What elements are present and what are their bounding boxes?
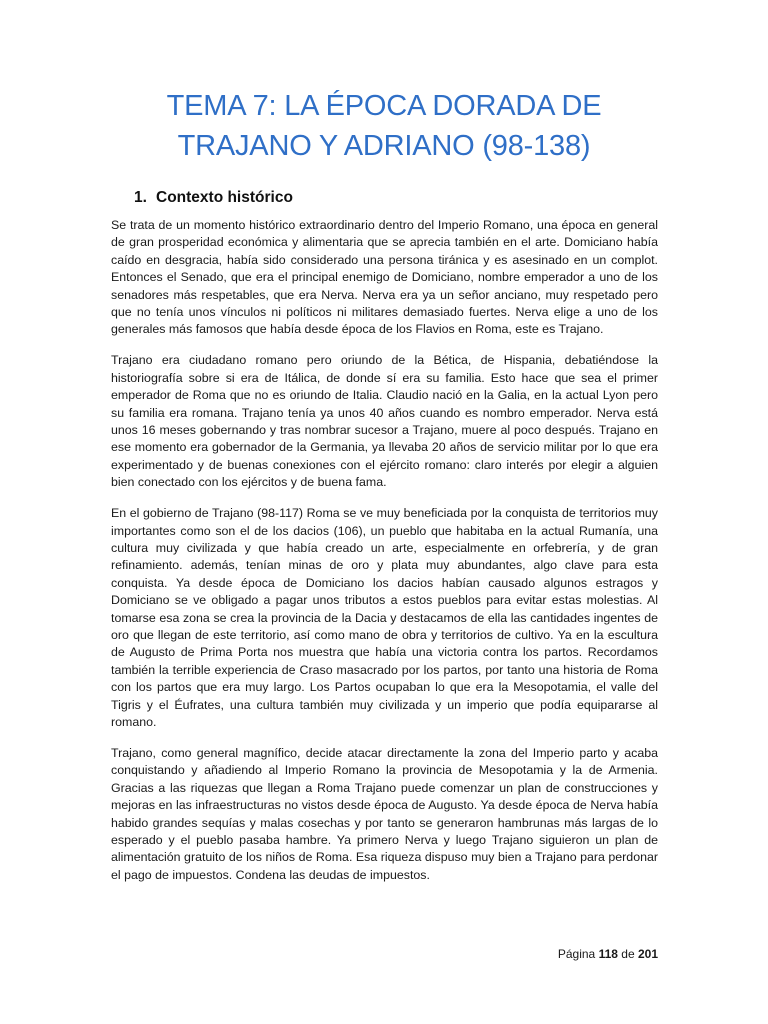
paragraph: Se trata de un momento histórico extraordinario dentro del Imperio Romano, una época en general de gran prosperidad económica y alimentaria que se aprecia también en el arte. Domiciano había caído en desgracia, había sido considerado una persona tiránica y es asesinado en un complot. Entonces el Senado, que era el principal enemigo de Domiciano, nombre emperador a uno de los senadores más respetables, que era Nerva. Nerva era ya un señor anciano, muy respetado pero que no tenía unos vínculos ni políticos ni militares demasiado fuertes. Nerva elige a uno de los generales más famosos que había desde época de los Flavios en Roma, este es Trajano. xyxy=(111,218,658,337)
section-heading-text: Contexto histórico xyxy=(156,189,293,206)
current-page-number: 118 xyxy=(598,947,618,961)
total-pages-number: 201 xyxy=(637,947,658,961)
paragraph: Trajano era ciudadano romano pero oriundo de la Bética, de Hispania, debatiéndose la historiografía sobre si era de Itálica, de donde sí era su familia. Esto hace que sea el primer emperador de Roma que no es oriundo de Italia. Claudio nació en la Galia, en la actual Lyon pero su familia era romana. Trajano tenía ya unos 40 años cuando es nombro emperador. Nerva está unos 16 meses gobernando y tras nombrar sucesor a Trajano, muere al poco después. Trajano en ese momento era gobernador de la Germania, ya llevaba 20 años de servicio militar por lo que era experimentado y de buenas conexiones con el ejército romano: claro interés por elegir a alguien bien conectado con los ejércitos y de buena fama. xyxy=(111,353,658,490)
paragraph: Trajano, como general magnífico, decide atacar directamente la zona del Imperio parto y acaba conquistando y añadiendo al Imperio Romano la provincia de Mesopotamia y la de Armenia. Gracias a las riquezas que llegan a Roma Trajano puede comenzar un plan de construcciones y mejoras en las infraestructuras no vistos desde época de Augusto. Ya desde época de Nerva había habido grandes sequías y malas cosechas y por tanto se generaron hambrunas más largas de lo esperado y el pueblo pasaba hambre. Ya primero Nerva y luego Trajano siguieron un plan de alimentación gratuito de los niños de Roma. Esa riqueza dispuso muy bien a Trajano para perdonar el pago de impuestos. Condena las deudas de impuestos. xyxy=(111,745,658,882)
section-number: 1. xyxy=(134,189,147,206)
section-heading xyxy=(134,188,293,208)
paragraph: En el gobierno de Trajano (98-117) Roma se ve muy beneficiada por la conquista de territorios muy importantes como son el de los dacios (106), un pueblo que habitaba en la actual Rumanía, una cultura muy civilizada y que había creado un arte, especialmente en orfebrería, y de gran refinamiento. además, tenían minas de oro y plata muy abundantes, algo clave para esta conquista. Ya desde época de Domiciano los dacios habían causado algunos estragos y Domiciano se ve obligado a pagar unos tributos a estos pueblos para evitar estas molestias. Al tomarse esa zona se crea la provincia de la Dacia y destacamos de ella las cantidades ingentes de oro que llegan de este territorio, así como mano de obra y territorios de cultivo. Ya en la escultura de Augusto de Prima Porta nos muestra que había una victoria contra los partos. Recordamos también la terrible experiencia de Craso masacrado por los partos, por tanto una historia de Roma con los partos que era muy largo. Los Partos ocupaban lo que era la Mesopotamia, el valle del Tigris y el Éufrates, una cultura también muy civilizada y un imperio que podía equipararse al romano. xyxy=(111,506,658,729)
page-footer xyxy=(558,946,658,962)
body-text xyxy=(111,217,658,898)
page-title: TEMA 7: LA ÉPOCA DORADA DE TRAJANO Y ADRIANO (98-138) xyxy=(166,90,602,162)
page-label: Página xyxy=(557,947,596,961)
page-separator: de xyxy=(621,947,635,961)
